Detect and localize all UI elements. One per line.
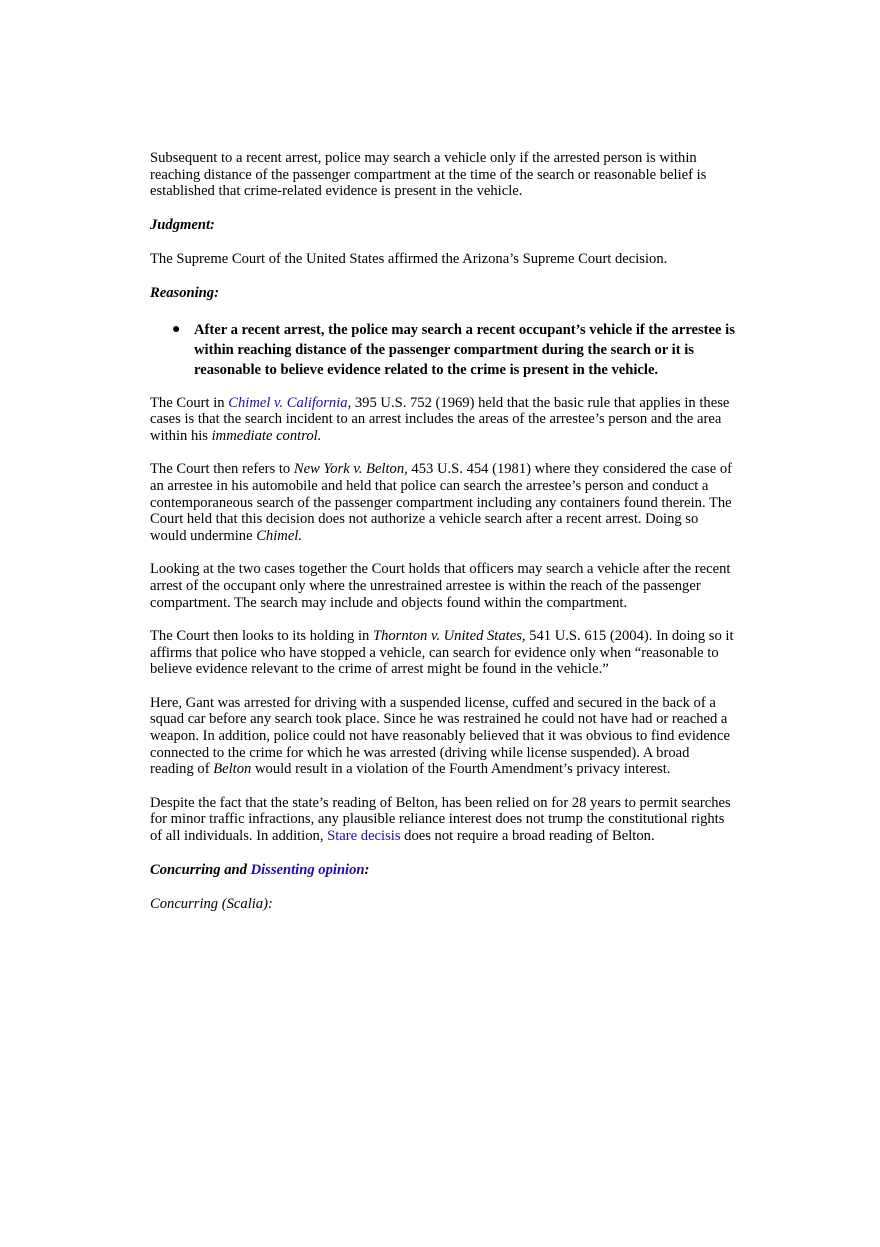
judgment-paragraph: The Supreme Court of the United States affirmed the Arizona’s Supreme Court decision. (150, 251, 668, 268)
belton-emphasis: Belton (213, 761, 252, 778)
document-page (150, 150, 735, 931)
gant-paragraph-end: would result in a violation of the Fourth Amendment’s privacy interest. (251, 761, 671, 778)
thornton-paragraph-start: The Court then looks to its holding in (150, 628, 373, 645)
stare-decisis-paragraph-end: does not require a broad reading of Belton. (400, 828, 655, 845)
chimel-paragraph (150, 395, 735, 445)
stare-decisis-paragraph (150, 795, 735, 845)
gant-paragraph-start: Here, Gant was arrested for driving with a suspended license, cuffed and secured in the back of a squad car before any search took place. Since he was restrained he could not have had or reached a weapon. In addition, police could not have reasonably believed that it was obvious to find evidence connected to the crime for which he was arrested (driving while license suspended). A broad reading of (150, 694, 730, 778)
two-cases-paragraph: Looking at the two cases together the Court holds that officers may search a vehicle after the recent arrest of the occupant only where the unrestrained arrestee is within the reach of the passenger compartment. The search may include and objects found within the compartment. (150, 561, 731, 611)
chimel-paragraph-start: The Court in (150, 394, 229, 411)
intro-paragraph: Subsequent to a recent arrest, police may search a vehicle only if the arrested person is within reaching distance of the passenger compartment at the time of the search or reasonable belief is established that crime-related evidence is present in the vehicle. (150, 150, 707, 200)
opinions-heading (150, 862, 735, 879)
judgment-heading: Judgment: (150, 216, 215, 233)
reasoning-heading: Reasoning: (150, 284, 219, 301)
bullet-dot-icon: ● (172, 321, 181, 337)
concurring-scalia-heading: Concurring (Scalia): (150, 896, 273, 913)
thornton-case-name: Thornton v. United States, (372, 628, 526, 645)
dissenting-opinion-link[interactable]: Dissenting opinion (250, 861, 365, 878)
chimel-emphasis: Chimel. (256, 527, 303, 544)
gant-paragraph (150, 695, 735, 778)
belton-paragraph-start: The Court then refers to (150, 461, 294, 478)
reasoning-bullet-item (172, 320, 735, 380)
belton-paragraph (150, 461, 735, 544)
belton-paragraph-middle: 453 U.S. 454 (1981) where they considered the case of an arrestee in his automobile and held that police can search the arrestee’s person and conduct a contemporaneous search of the passenger compartment including any containers found therein. The Court held that this decision does not authorize a vehicle search after a recent arrest. Doing so would undermine (150, 461, 732, 544)
stare-decisis-paragraph-start: Despite the fact that the state’s reading of Belton, has been relied on for 28 years to permit searches for minor traffic infractions, any plausible reliance interest does not trump the constitutional rights of all individuals. In addition, (150, 794, 731, 845)
belton-case-name: New York v. Belton, (293, 461, 408, 478)
opinions-heading-start: Concurring and (150, 861, 251, 878)
chimel-v-california-link[interactable]: Chimel v. California (228, 394, 348, 411)
opinions-heading-colon: : (364, 861, 370, 878)
thornton-paragraph-end: 541 U.S. 615 (2004). In doing so it affirms that police who have stopped a vehicle, can search for evidence only when “reasonable to believe evidence relevant to the crime of arrest might be found in the vehicle.” (150, 628, 734, 678)
stare-decisis-link[interactable]: Stare decisis (327, 828, 401, 845)
thornton-paragraph (150, 628, 735, 678)
immediate-control-emphasis: immediate control. (211, 427, 322, 444)
chimel-paragraph-middle: , 395 U.S. 752 (1969) held that the basic rule that applies in these cases is that the search incident to an arrest includes the areas of the arrestee’s person and the area within his (150, 394, 730, 444)
reasoning-bullet-text: After a recent arrest, the police may search a recent occupant’s vehicle if the arrestee is within reaching distance of the passenger compartment during the search or it is reasonable to believe evidence related to the crime is present in the vehicle. (194, 321, 735, 378)
